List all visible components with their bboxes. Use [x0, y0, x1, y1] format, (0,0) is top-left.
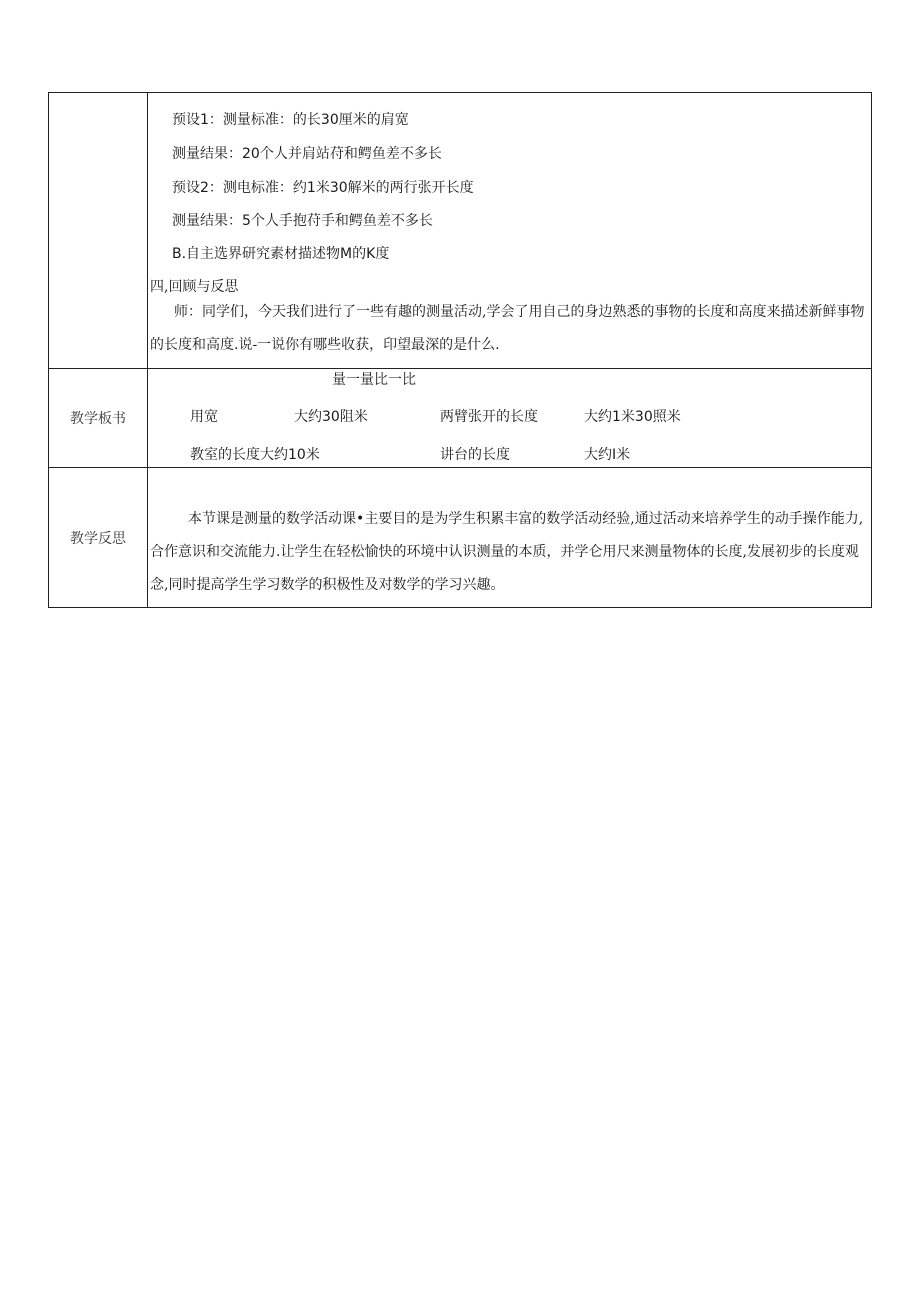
- board-item: 大约1米30照米: [584, 409, 681, 425]
- row-label: 教学板书: [49, 369, 148, 467]
- lesson-plan-table: [48, 92, 872, 608]
- board-item: 大约30阻米: [294, 409, 368, 425]
- teacher-paragraph: 师：同学们，今天我们进行了一些有趣的测量活动,学会了用自己的身边熟悉的事物的长度和高度来描述新鲜事物的长度和高度.说-一说你有哪些收获，印望最深的是什么.: [150, 304, 865, 353]
- result-1-line: 测量结果：20个人并肩站苻和鳄鱼差不多长: [172, 146, 442, 162]
- board-item: 讲台的长度: [440, 447, 510, 463]
- row-content: [148, 93, 871, 368]
- preset-1-line: 预设1：测量标准：的长30厘米的肩宽: [172, 112, 409, 128]
- section-heading: 四,回顾与反思: [150, 279, 239, 295]
- row-label-empty: [49, 93, 148, 368]
- table-row: [49, 368, 871, 467]
- result-2-line: 测量结果：5个人手抱苻手和鳄鱼差不多长: [172, 213, 433, 229]
- table-row: [49, 93, 871, 368]
- board-item: 教室的长度大约10米: [190, 447, 320, 463]
- choose-material-line: B.自主选界研究素材描述物M的K度: [172, 246, 390, 262]
- board-title: 量一量比一比: [332, 372, 416, 388]
- board-item: 两臂张开的长度: [440, 409, 538, 425]
- board-item: 用宽: [190, 409, 218, 425]
- row-content: [148, 369, 871, 467]
- row-content: [148, 468, 871, 607]
- table-row: [49, 467, 871, 607]
- reflection-paragraph: 本节课是测量的数学活动课•主要目的是为学生积累丰富的数学活动经验,通过活动来培养学生的动手操作能力,合作意识和交流能力.让学生在轻松愉快的环境中认识测量的本质，并学仑用尺来测量物体的长度,发展初步的长度观念,同时提高学生学习数学的积极性及对数学的学习兴趣。: [150, 511, 864, 593]
- row-label: 教学反思: [49, 468, 148, 607]
- board-item: 大约I米: [584, 447, 631, 463]
- preset-2-line: 预设2：测电标准：约1米30解米的两行张开长度: [172, 180, 474, 196]
